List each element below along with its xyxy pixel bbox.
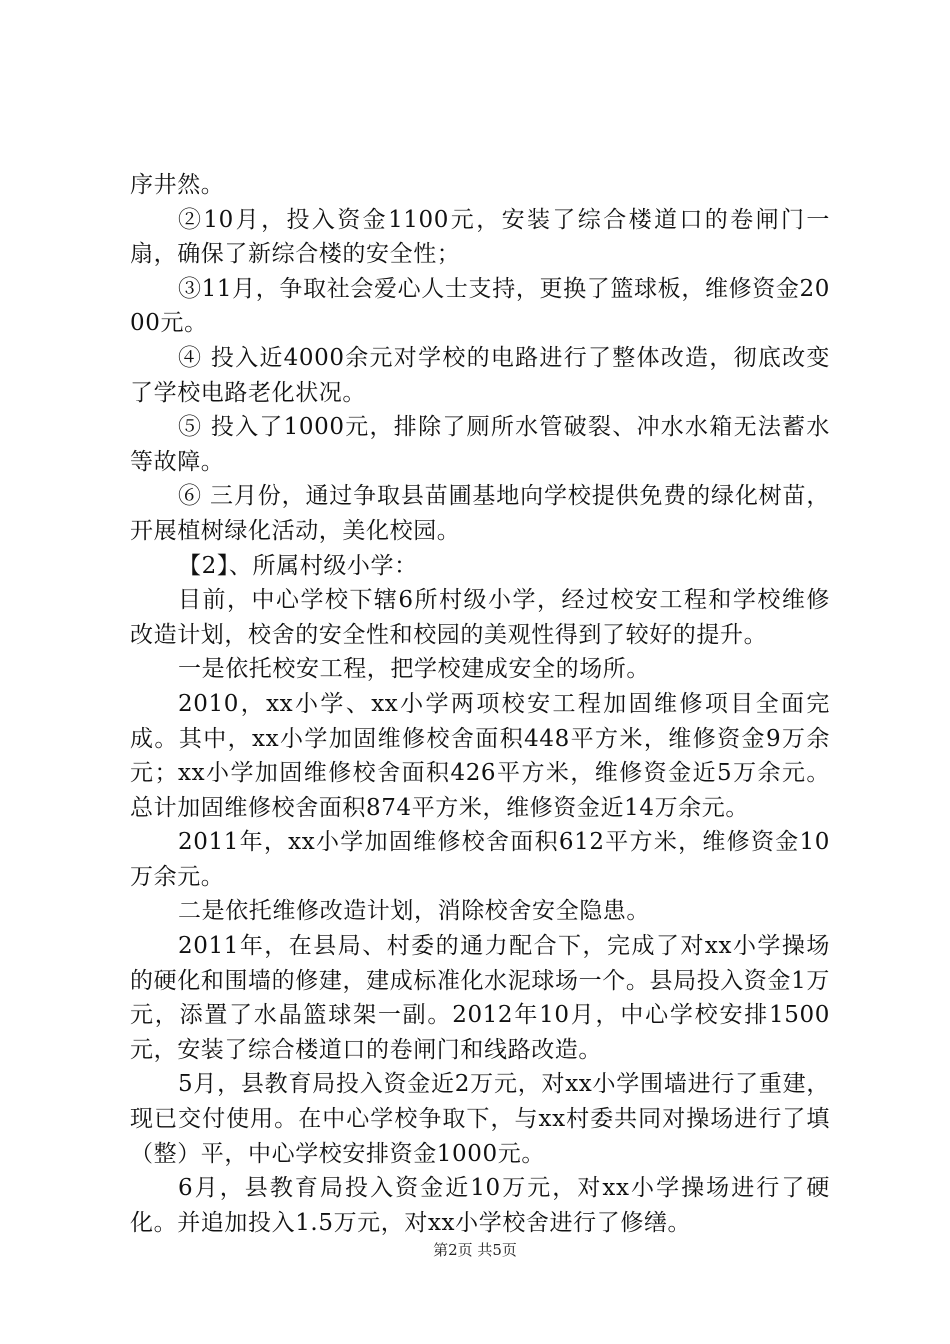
paragraph-5: ⑤ 投入了1000元，排除了厕所水管破裂、冲水水箱无法蓄水等故障。	[130, 414, 830, 475]
paragraph-13: 2011年，在县局、村委的通力配合下，完成了对xx小学操场的硬化和围墙的修建，建成标准化水泥球场一个。县局投入资金1万元，添置了水晶篮球架一副。2012年10月，中心学校安排1500元，安装了综合楼道口的卷闸门和线路改造。	[130, 933, 830, 1063]
paragraph-12: 二是依托维修改造计划，消除校舍安全隐患。	[178, 898, 650, 925]
paragraph-6: ⑥ 三月份，通过争取县苗圃基地向学校提供免费的绿化树苗，开展植树绿化活动，美化校园。	[130, 483, 830, 544]
paragraph-9: 一是依托校安工程，把学校建成安全的场所。	[178, 656, 650, 683]
paragraph-14: 5月，县教育局投入资金近2万元，对xx小学围墙进行了重建，现已交付使用。在中心学校争取下，与xx村委共同对操场进行了填（整）平，中心学校安排资金1000元。	[130, 1071, 830, 1167]
page-number-footer: 第2页 共5页	[433, 1241, 517, 1259]
paragraph-2: ②10月，投入资金1100元，安装了综合楼道口的卷闸门一扇，确保了新综合楼的安全性；	[130, 206, 830, 268]
paragraph-10: 2010，xx小学、xx小学两项校安工程加固维修项目全面完成。其中，xx小学加固维修校舍面积448平方米，维修资金9万余元；xx小学加固维修校舍面积426平方米，维修资金近5万余元。总计加固维修校舍面积874平方米，维修资金近14万余元。	[130, 690, 830, 821]
paragraph-11: 2011年，xx小学加固维修校舍面积612平方米，维修资金10万余元。	[130, 829, 830, 890]
document-body	[130, 168, 830, 1240]
paragraph-4: ④ 投入近4000余元对学校的电路进行了整体改造，彻底改变了学校电路老化状况。	[130, 344, 830, 406]
section-heading-village-schools: 【2】、所属村级小学：	[178, 552, 418, 579]
paragraph-8: 目前，中心学校下辖6所村级小学，经过校安工程和学校维修改造计划，校舍的安全性和校园的美观性得到了较好的提升。	[130, 587, 830, 648]
paragraph-3: ③11月，争取社会爱心人士支持，更换了篮球板，维修资金2000元。	[130, 275, 830, 337]
paragraph-15: 6月，县教育局投入资金近10万元，对xx小学操场进行了硬化。并追加投入1.5万元，对xx小学校舍进行了修缮。	[130, 1175, 830, 1236]
paragraph-1: 序井然。	[130, 172, 225, 198]
